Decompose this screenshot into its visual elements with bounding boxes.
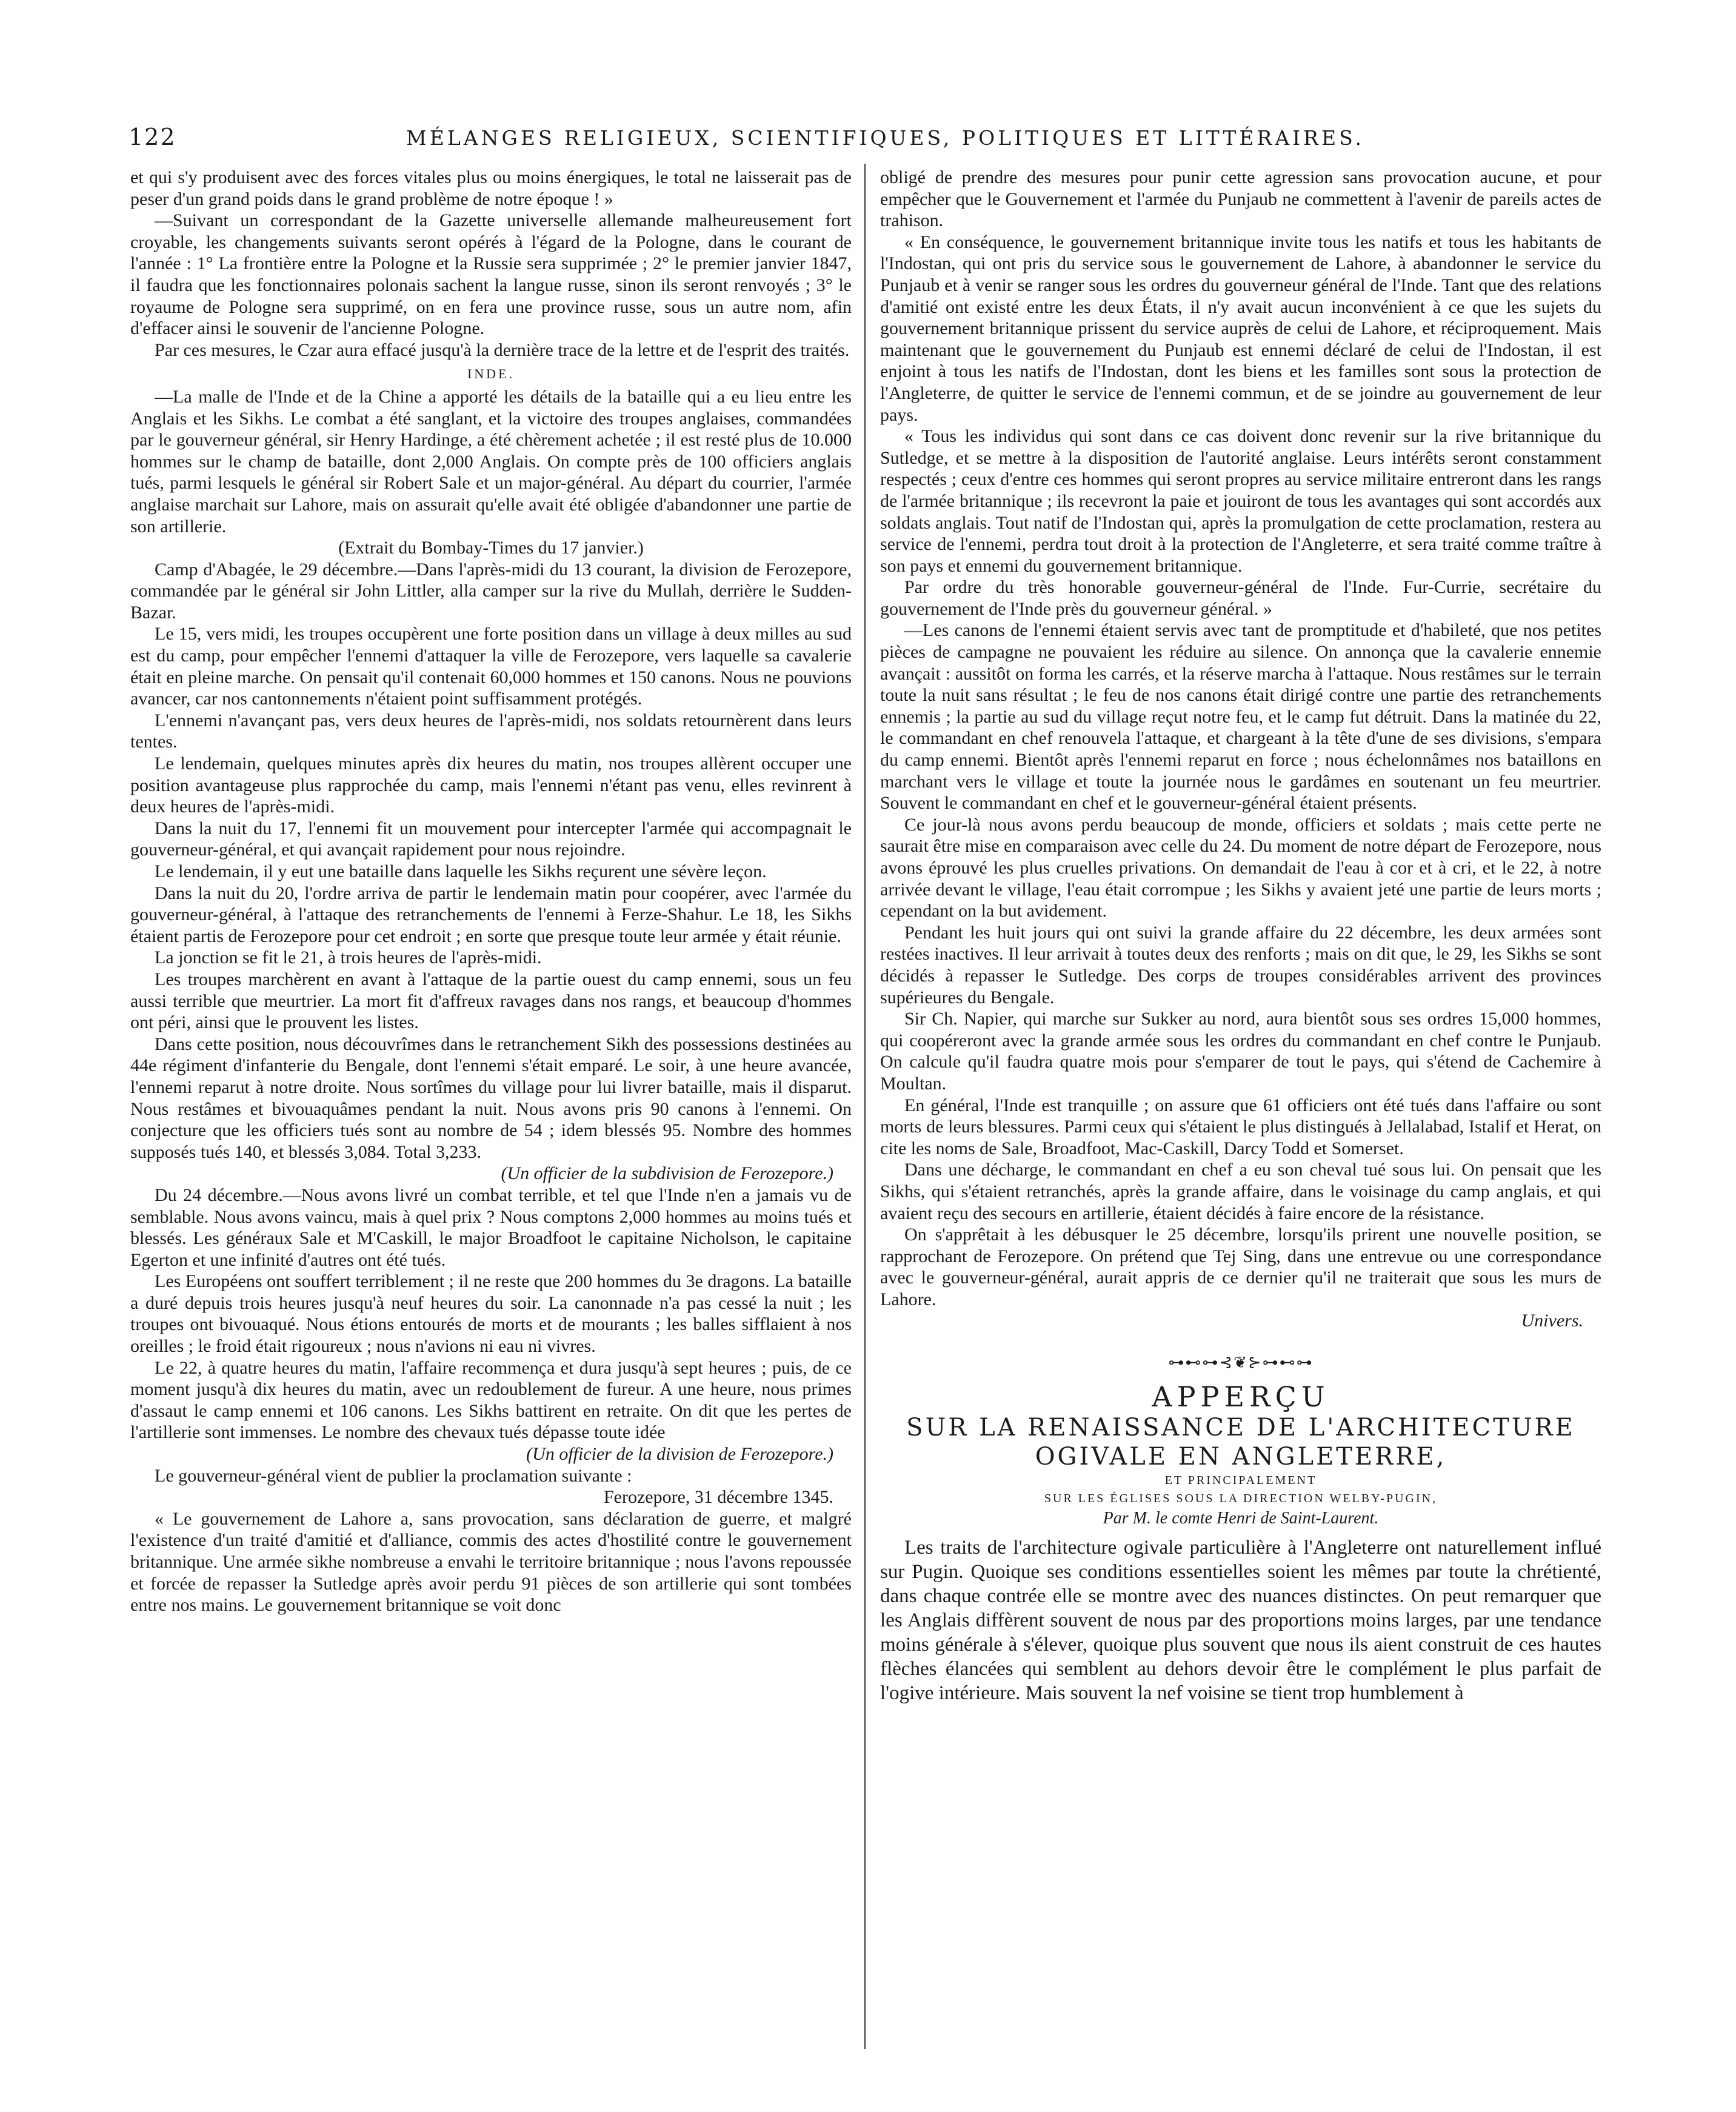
right-paragraph: Sir Ch. Napier, qui marche sur Sukker au nord, aura bientôt sous ses ordres 15,000 hommes, qui coopéreront avec la grande armée sous les ordres du commandant en chef contre le Punjaub. On calcule qu'il faudra quatre mois pour s'emparer de tout le pays, qui s'étend de Cachemire à Moultan. — [880, 1009, 1601, 1094]
column-divider — [864, 164, 866, 2049]
ornament-divider: ⊶⊷⊶⊰❦⊱⊶⊷⊶ — [1168, 1354, 1314, 1372]
left-paragraph: La jonction se fit le 21, à trois heures de l'après-midi. — [155, 947, 542, 968]
right-paragraph: —Les canons de l'ennemi étaient servis avec tant de promptitude et d'habileté, que nos petites pièces de campagne ne pouvaient les réduire au silence. On annonça que la cavalerie ennemie avançait : aussitôt on forma les carrés, et la réserve marcha à l'attaque. Nous restâmes sur le terrain toute la nuit sans résultat ; le feu de nos canons était dirigé contre une partie des retranchements ennemis ; la partie au sud du village reçut notre feu, et le camp fut détruit. Dans la matinée du 22, le commandant en chef renouvela l'attaque, et chargeant à la tête d'une de ses divisions, s'empara du camp ennemi. Bientôt après l'ennemi reparut en force ; nous échelonnâmes nos bataillons en marchant vers le village et toute la journée nous le gardâmes en soutenant un feu meurtrier. Souvent le commandant en chef et le gouverneur-général étaient présents. — [880, 620, 1601, 814]
right-paragraph: Dans une décharge, le commandant en chef a eu son cheval tué sous lui. On pensait que les Sikhs, qui s'étaient retranchés, après la grande affaire, dans le voisinage du camp anglais, et qui avaient reçu des secours en artillerie, étaient décidés à faire encore de la résistance. — [880, 1160, 1601, 1223]
right-paragraph: obligé de prendre des mesures pour punir cette agression sans provocation aucune, et pour empêcher que le Gouvernement et l'armée du Punjaub ne commettent à l'avenir de pareils actes de trahison. — [880, 167, 1601, 231]
left-paragraph: Du 24 décembre.—Nous avons livré un combat terrible, et tel que l'Inde n'en a jamais vu de semblable. Nous avons vaincu, mais à quel prix ? Nous comptons 2,000 hommes au moins tués et blessés. Les généraux Sale et M'Caskill, le major Broadfoot le capitaine Nicholson, le capitaine Egerton et une infinité d'autres ont été tués. — [130, 1185, 852, 1270]
article-subtitle-1: SUR LA RENAISSANCE DE L'ARCHITECTURE — [906, 1413, 1575, 1442]
left-paragraph: L'ennemi n'avançant pas, vers deux heures de l'après-midi, nos soldats retournèrent dans leurs tentes. — [130, 710, 852, 752]
right-paragraph: Par ordre du très honorable gouverneur-général de l'Inde. Fur-Currie, secrétaire du gouvernement de l'Inde près du gouverneur général. » — [880, 577, 1601, 619]
right-paragraph: « Tous les individus qui sont dans ce cas doivent donc revenir sur la rive britannique du Sutledge, et se mettre à la disposition de l'autorité anglaise. Leurs intérêts seront constamment respectés ; ceux d'entre ces hommes qui seront propres au service militaire entreront dans les rangs de l'armée britannique ; ils recevront la paie et jouiront de tous les avantages qui sont accordés aux soldats anglais. Tout natif de l'Indostan qui, après la promulgation de cette proclamation, restera au service de l'ennemi, perdra tout droit à la protection de l'Angleterre, et sera traité comme traître à son pays et ennemi du gouvernement britannique. — [880, 426, 1601, 576]
left-paragraph: Ferozepore, 31 décembre 1345. — [603, 1487, 833, 1508]
left-paragraph: Camp d'Abagée, le 29 décembre.—Dans l'après-midi du 13 courant, la division de Ferozepore, commandée par le général sir John Littler, alla camper sur la rive du Mullah, derrière le Sudden-Bazar. — [130, 559, 852, 623]
left-paragraph: INDE. — [467, 366, 515, 382]
running-title: MÉLANGES RELIGIEUX, SCIENTIFIQUES, POLITIQUES ET LITTÉRAIRES. — [406, 126, 1365, 150]
left-paragraph: Le lendemain, il y eut une bataille dans laquelle les Sikhs reçurent une sévère leçon. — [155, 861, 767, 881]
left-paragraph: Le 22, à quatre heures du matin, l'affaire recommença et dura jusqu'à sept heures ; puis, de ce moment jusqu'à dix heures du matin, avec un redoublement de fureur. A une heure, nous primes d'assaut le camp ennemi et 106 canons. Les Sikhs battirent en retraite. On dit que les pertes de l'artillerie sont immenses. Le nombre des chevaux tués dépasse toute idée — [130, 1357, 852, 1443]
article-subtitle-2: OGIVALE EN ANGLETERRE, — [1035, 1442, 1447, 1471]
left-paragraph: Dans cette position, nous découvrîmes dans le retranchement Sikh des possessions destinées au 44e régiment d'infanterie du Bengale, dont l'ennemi s'était emparé. Le soir, à une heure avancée, l'ennemi reparut à notre droite. Nous sortîmes du village pour lui livrer bataille, mais il disparut. Nous restâmes et bivouaquâmes pendant la nuit. Nous avons pris 90 canons à l'ennemi. On conjecture que les officiers tués sont au nombre de 54 ; idem blessés 95. Nombre des hommes supposés tués 140, et blessés 3,084. Total 3,233. — [130, 1034, 852, 1162]
article-small-1: ET PRINCIPALEMENT — [1164, 1473, 1317, 1487]
left-paragraph: —Suivant un correspondant de la Gazette universelle allemande malheureusement fort croyable, les changements suivants seront opérés à l'égard de la Pologne, dans le courant de l'année : 1° La frontière entre la Pologne et la Russie sera supprimée ; 2° le premier janvier 1847, il faudra que les fonctionnaires polonais sachent la langue russe, sinon ils seront renvoyés ; 3° le royaume de Pologne sera supprimé, on en fera une province russe, sous un autre nom, afin d'effacer ainsi le souvenir de l'ancienne Pologne. — [130, 210, 852, 339]
left-paragraph: (Un officier de la division de Ferozepore.) — [526, 1444, 833, 1465]
left-paragraph: —La malle de l'Inde et de la Chine a apporté les détails de la bataille qui a eu lieu entre les Anglais et les Sikhs. Le combat a été sanglant, et la victoire des troupes anglaises, commandées par le gouverneur général, sir Henry Hardinge, a été chèrement achetée ; il est resté plus de 10.000 hommes sur le champ de bataille, dont 2,000 Anglais. On compte près de 100 officiers anglais tués, parmi lesquels le général sir Robert Sale et un major-général. Au départ du courrier, l'armée anglaise marchait sur Lahore, mais on assurait qu'elle avait été obligée d'abandonner une partie de son artillerie. — [130, 386, 852, 536]
left-paragraph: Les troupes marchèrent en avant à l'attaque de la partie ouest du camp ennemi, sous un feu aussi terrible que meurtrier. La mort fit d'affreux ravages dans nos rangs, et beaucoup d'hommes ont péri, ainsi que le prouvent les listes. — [130, 969, 852, 1033]
page-number: 122 — [129, 124, 176, 150]
page-header — [121, 121, 1615, 158]
left-paragraph: Dans la nuit du 20, l'ordre arriva de partir le lendemain matin pour coopérer, avec l'armée du gouverneur-général, à l'attaque des retranchements de l'ennemi à Ferze-Shahur. Le 18, les Sikhs étaient partis de Ferozepore pour cet endroit ; en sorte que presque toute leur armée y était réunie. — [130, 883, 852, 946]
left-paragraph: Les Européens ont souffert terriblement ; il ne reste que 200 hommes du 3e dragons. La bataille a duré depuis trois heures jusqu'à neuf heures du soir. La canonnade n'a pas cessé la nuit ; les troupes ont bivouaqué. Nous étions entourés de morts et de mourants ; les balles sifflaient à nos oreilles ; le froid était rigoureux ; nous n'avions ni eau ni vivres. — [130, 1271, 852, 1357]
right-paragraph: On s'apprêtait à les débusquer le 25 décembre, lorsqu'ils prirent une nouvelle position, se rapprochant de Ferozepore. On prétend que Tej Sing, dans une entrevue ou une correspondance avec le gouverneur-général, aurait appris de ce dernier qu'il ne traiterait que sous les murs de Lahore. — [880, 1225, 1601, 1309]
article-author: Par M. le comte Henri de Saint-Laurent. — [1103, 1508, 1379, 1528]
left-paragraph: Par ces mesures, le Czar aura effacé jusqu'à la dernière trace de la lettre et de l'esprit des traités. — [155, 339, 850, 360]
right-paragraph: Pendant les huit jours qui ont suivi la grande affaire du 22 décembre, les deux armées sont restées inactives. Il leur arrivait à toutes deux des renforts ; mais on dit que, le 29, les Sikhs se sont décidés à repasser le Sutledge. Des corps de troupes considérables arrivent des provinces supérieures du Bengale. — [880, 922, 1601, 1008]
right-column — [880, 167, 1601, 2058]
left-paragraph: et qui s'y produisent avec des forces vitales plus ou moins énergiques, le total ne laisserait pas de peser d'un grand poids dans le grand problème de notre époque ! » — [130, 167, 852, 209]
article-small-2: SUR LES ÉGLISES SOUS LA DIRECTION WELBY-PUGIN, — [1044, 1491, 1438, 1505]
right-paragraph: Univers. — [1521, 1311, 1583, 1331]
left-paragraph: « Le gouvernement de Lahore a, sans provocation, sans déclaration de guerre, et malgré l'existence d'un traité d'amitié et d'alliance, commis des actes d'hostilité contre le gouvernement britannique. Une armée sikhe nombreuse a envahi le territoire britannique ; nous l'avons repoussée et forcée de repasser la Sutledge après avoir perdu 91 pièces de son artillerie qui sont tombées entre nos mains. Le gouvernement britannique se voit donc — [130, 1508, 852, 1616]
right-paragraph: « En conséquence, le gouvernement britannique invite tous les natifs et tous les habitants de l'Indostan, qui ont pris du service sous le gouvernement de Lahore, à abandonner le service du Punjaub et à venir se ranger sous les ordres du gouverneur général de l'Inde. Tant que des relations d'amitié ont existé entre les deux États, il n'y avait aucun inconvénient à ce que les sujets du gouvernement britannique prissent du service auprès de celui de Lahore, et réciproquement. Mais maintenant que le gouvernement du Punjaub est ennemi déclaré de celui de l'Indostan, il est enjoint à tous les natifs de l'Indostan, dont les biens et les familles sont sous la protection de l'Angleterre, de quitter le service de l'ennemi commun, et de se joindre au gouvernement de leur pays. — [880, 232, 1601, 425]
right-paragraph: Ce jour-là nous avons perdu beaucoup de monde, officiers et soldats ; mais cette perte ne saurait être mise en comparaison avec celle du 24. Du moment de notre départ de Ferozepore, nous avons éprouvé les plus cruelles privations. On demandait de l'eau à cor et à cri, et le 22, à notre arrivée devant le village, l'eau était corrompue ; les Sikhs y avaient jeté une partie de leurs morts ; cependant on la but avidement. — [880, 814, 1601, 921]
article — [880, 1352, 1601, 1705]
article-body: Les traits de l'architecture ogivale particulière à l'Angleterre ont naturellement influé sur Pugin. Quoique ses conditions essentielles soient les mêmes par toute la chrétienté, dans chaque contrée elle se montre avec des nuances distinctes. On peut remarquer que les Anglais diffèrent souvent de nous par des proportions moins larges, par une tendance moins générale à s'élever, quoique plus souvent que nous ils aient construit de ces hautes flèches élancées qui semblent au dehors devoir être le complément le plus parfait de l'ogive intérieure. Mais souvent la nef voisine se tient trop humblement à — [880, 1536, 1601, 1704]
left-column — [130, 167, 852, 2058]
left-paragraph: Le lendemain, quelques minutes après dix heures du matin, nos troupes allèrent occuper une position avantageuse plus rapprochée du camp, mais l'ennemi n'étant pas venu, elles revinrent à deux heures de l'après-midi. — [130, 754, 852, 817]
right-paragraph: En général, l'Inde est tranquille ; on assure que 61 officiers ont été tués dans l'affaire ou sont morts de leurs blessures. Parmi ceux qui s'étaient le plus distingués à Jellalabad, Istalif et Herat, on cite les noms de Sale, Broadfoot, Mac-Caskill, Darcy Todd et Somerset. — [880, 1095, 1601, 1158]
left-paragraph: Dans la nuit du 17, l'ennemi fit un mouvement pour intercepter l'armée qui accompagnait le gouverneur-général, et qui avançait rapidement pour nous rejoindre. — [130, 818, 852, 860]
left-paragraph: Le 15, vers midi, les troupes occupèrent une forte position dans un village à deux milles au sud est du camp, pour empêcher l'ennemi d'attaquer la ville de Ferozepore, vers laquelle sa cavalerie était en pleine marche. On pensait qu'il contenait 60,000 hommes et 150 canons. Nous ne pouvions avancer, car nos cantonnements n'étaient point suffisamment protégés. — [130, 624, 852, 709]
article-title: APPERÇU — [1152, 1380, 1330, 1413]
left-paragraph: (Un officier de la subdivision de Ferozepore.) — [501, 1163, 833, 1184]
left-paragraph: Le gouverneur-général vient de publier la proclamation suivante : — [155, 1465, 632, 1486]
left-paragraph: (Extrait du Bombay-Times du 17 janvier.) — [338, 538, 644, 558]
